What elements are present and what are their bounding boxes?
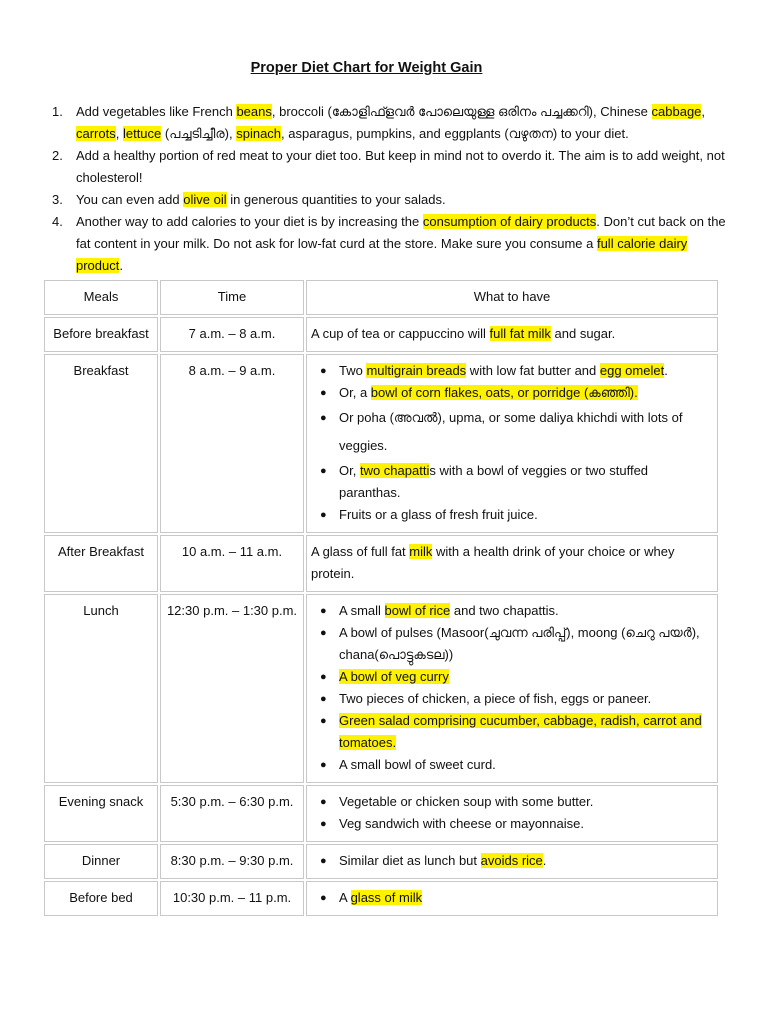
bullet-icon: ●: [320, 855, 327, 867]
text-segment: ,: [115, 126, 123, 141]
text-segment: Two pieces of chicken, a piece of fish, eggs or paneer.: [339, 691, 652, 706]
list-item: [311, 688, 713, 710]
text-segment: . Don’t cut back on the fat content in your milk. Do not ask for low-fat curd at the store. Make sure you consume a: [76, 214, 726, 251]
text-segment: with a health drink of your choice or whey protein.: [311, 544, 675, 581]
table-header-row: [44, 280, 718, 315]
diet-table: [42, 278, 720, 918]
text-segment: Or, a: [339, 385, 371, 400]
highlighted-text: consumption of dairy products: [422, 214, 597, 229]
list-item: [311, 791, 713, 813]
text-segment: Similar diet as lunch but: [339, 853, 481, 868]
text-segment: Add vegetables like French: [76, 104, 237, 119]
tip-item: [50, 189, 730, 211]
highlighted-text: glass of milk: [350, 890, 423, 905]
highlighted-text: olive oil: [183, 192, 227, 207]
bullet-icon: ●: [320, 412, 327, 424]
meal-time: 7 a.m. – 8 a.m.: [160, 317, 304, 352]
bullet-icon: ●: [320, 892, 327, 904]
tip-item: [50, 145, 730, 189]
meal-name: Before bed: [44, 881, 158, 916]
tip-number: 3.: [52, 192, 63, 207]
what-to-have: [306, 844, 718, 879]
bullet-icon: ●: [320, 759, 327, 771]
text-segment: Fruits or a glass of fresh fruit juice.: [339, 507, 538, 522]
bullet-icon: ●: [320, 671, 327, 683]
text-segment: A glass of full fat: [311, 544, 410, 559]
what-to-have: [306, 354, 718, 533]
meal-time: 8 a.m. – 9 a.m.: [160, 354, 304, 533]
tip-number: 2.: [52, 148, 63, 163]
tip-number: 4.: [52, 214, 63, 229]
text-segment: Two: [339, 363, 367, 378]
text-segment: ,: [701, 104, 706, 119]
text-segment: (പച്ചടിച്ചീര),: [161, 126, 237, 141]
list-item: [311, 666, 713, 688]
meal-time: 10:30 p.m. – 11 p.m.: [160, 881, 304, 916]
highlighted-text: full calorie dairy product: [76, 236, 688, 273]
list-item: [311, 600, 713, 622]
text-segment: .: [119, 258, 123, 273]
list-item: [311, 813, 713, 835]
meal-time: 10 a.m. – 11 a.m.: [160, 535, 304, 592]
highlighted-text: cabbage: [651, 104, 702, 119]
highlighted-text: avoids rice: [480, 853, 543, 868]
list-item: [311, 710, 713, 754]
bullet-icon: ●: [320, 693, 327, 705]
text-segment: in generous quantities to your salads.: [226, 192, 446, 207]
highlighted-text: full fat milk: [489, 326, 551, 341]
highlighted-text: spinach: [236, 126, 282, 141]
table-row: [44, 785, 718, 842]
text-segment: Vegetable or chicken soup with some butter.: [339, 794, 594, 809]
text-segment: Add a healthy portion of red meat to your diet too. But keep in mind not to overdo it. The aim is to add weight, not cholesterol!: [76, 148, 725, 185]
highlighted-text: bowl of rice: [384, 603, 451, 618]
text-segment: A bowl of pulses (Masoor(ചുവന്ന പരിപ്പ്), moong (ചെറു പയർ), chana(പൊട്ടുകടല)): [339, 625, 700, 662]
header-meals: Meals: [44, 280, 158, 315]
bullet-icon: ●: [320, 465, 327, 477]
text-segment: s with a bowl of veggies or two stuffed paranthas.: [339, 463, 649, 500]
list-item: [311, 382, 713, 404]
bullet-icon: ●: [320, 387, 327, 399]
meal-name: Breakfast: [44, 354, 158, 533]
meal-name: Dinner: [44, 844, 158, 879]
meal-name: Evening snack: [44, 785, 158, 842]
food-description: [311, 541, 713, 585]
what-to-have: [306, 317, 718, 352]
tips-list: [50, 101, 730, 277]
highlighted-text: lettuce: [122, 126, 162, 141]
text-segment: You can even add: [76, 192, 184, 207]
tip-item: [50, 211, 730, 277]
list-item: [311, 754, 713, 776]
list-item: [311, 360, 713, 382]
table-row: [44, 881, 718, 916]
table-row: [44, 354, 718, 533]
highlighted-text: bowl of corn flakes, oats, or porridge (കഞ്ഞി).: [370, 385, 638, 400]
what-to-have: [306, 785, 718, 842]
food-list: [311, 850, 713, 872]
food-list: [311, 600, 713, 776]
meal-name: Before breakfast: [44, 317, 158, 352]
text-segment: Veg sandwich with cheese or mayonnaise.: [339, 816, 584, 831]
list-item: [311, 504, 713, 526]
what-to-have: [306, 881, 718, 916]
what-to-have: [306, 535, 718, 592]
list-item: [311, 622, 713, 666]
document-title: Proper Diet Chart for Weight Gain: [250, 60, 483, 76]
list-item: [311, 850, 713, 872]
highlighted-text: carrots: [76, 126, 116, 141]
food-list: [311, 360, 713, 526]
highlighted-text: milk: [409, 544, 433, 559]
text-segment: Another way to add calories to your diet is by increasing the: [76, 214, 423, 229]
bullet-icon: ●: [320, 627, 327, 639]
highlighted-text: two chapatti: [359, 463, 430, 478]
bullet-icon: ●: [320, 715, 327, 727]
tip-number: 1.: [52, 104, 63, 119]
meal-time: 5:30 p.m. – 6:30 p.m.: [160, 785, 304, 842]
text-segment: Or poha (അവൽ), upma, or some daliya khichdi with lots of veggies.: [339, 410, 683, 453]
food-list: [311, 887, 713, 909]
text-segment: A small: [339, 603, 385, 618]
list-item: [311, 887, 713, 909]
table-row: [44, 535, 718, 592]
bullet-icon: ●: [320, 365, 327, 377]
tip-item: [50, 101, 730, 145]
text-segment: , broccoli (കോളിഫ്ളവർ പോലെയുള്ള ഒരിനം പച്ചക്കറി), Chinese: [271, 104, 652, 119]
food-description: [311, 323, 713, 345]
text-segment: and sugar.: [550, 326, 616, 341]
bullet-icon: ●: [320, 796, 327, 808]
text-segment: .: [542, 853, 547, 868]
highlighted-text: A bowl of veg curry: [339, 669, 449, 684]
meal-name: Lunch: [44, 594, 158, 783]
table-row: [44, 844, 718, 879]
list-item: [311, 404, 713, 460]
highlighted-text: Green salad comprising cucumber, cabbage, radish, carrot and tomatoes.: [339, 713, 702, 750]
table-row: [44, 317, 718, 352]
bullet-icon: ●: [320, 605, 327, 617]
text-segment: A cup of tea or cappuccino will: [311, 326, 490, 341]
bullet-icon: ●: [320, 818, 327, 830]
text-segment: and two chapattis.: [450, 603, 559, 618]
text-segment: with low fat butter and: [466, 363, 600, 378]
meal-time: 8:30 p.m. – 9:30 p.m.: [160, 844, 304, 879]
list-item: [311, 460, 713, 504]
what-to-have: [306, 594, 718, 783]
highlighted-text: beans: [236, 104, 272, 119]
header-what-to-have: What to have: [306, 280, 718, 315]
text-segment: A small bowl of sweet curd.: [339, 757, 496, 772]
highlighted-text: egg omelet: [599, 363, 665, 378]
header-time: Time: [160, 280, 304, 315]
text-segment: A: [339, 890, 351, 905]
meal-name: After Breakfast: [44, 535, 158, 592]
text-segment: Or,: [339, 463, 360, 478]
table-row: [44, 594, 718, 783]
bullet-icon: ●: [320, 509, 327, 521]
food-list: [311, 791, 713, 835]
highlighted-text: multigrain breads: [366, 363, 467, 378]
text-segment: , asparagus, pumpkins, and eggplants (വഴുതന) to your diet.: [281, 126, 629, 141]
meal-time: 12:30 p.m. – 1:30 p.m.: [160, 594, 304, 783]
text-segment: .: [664, 363, 668, 378]
